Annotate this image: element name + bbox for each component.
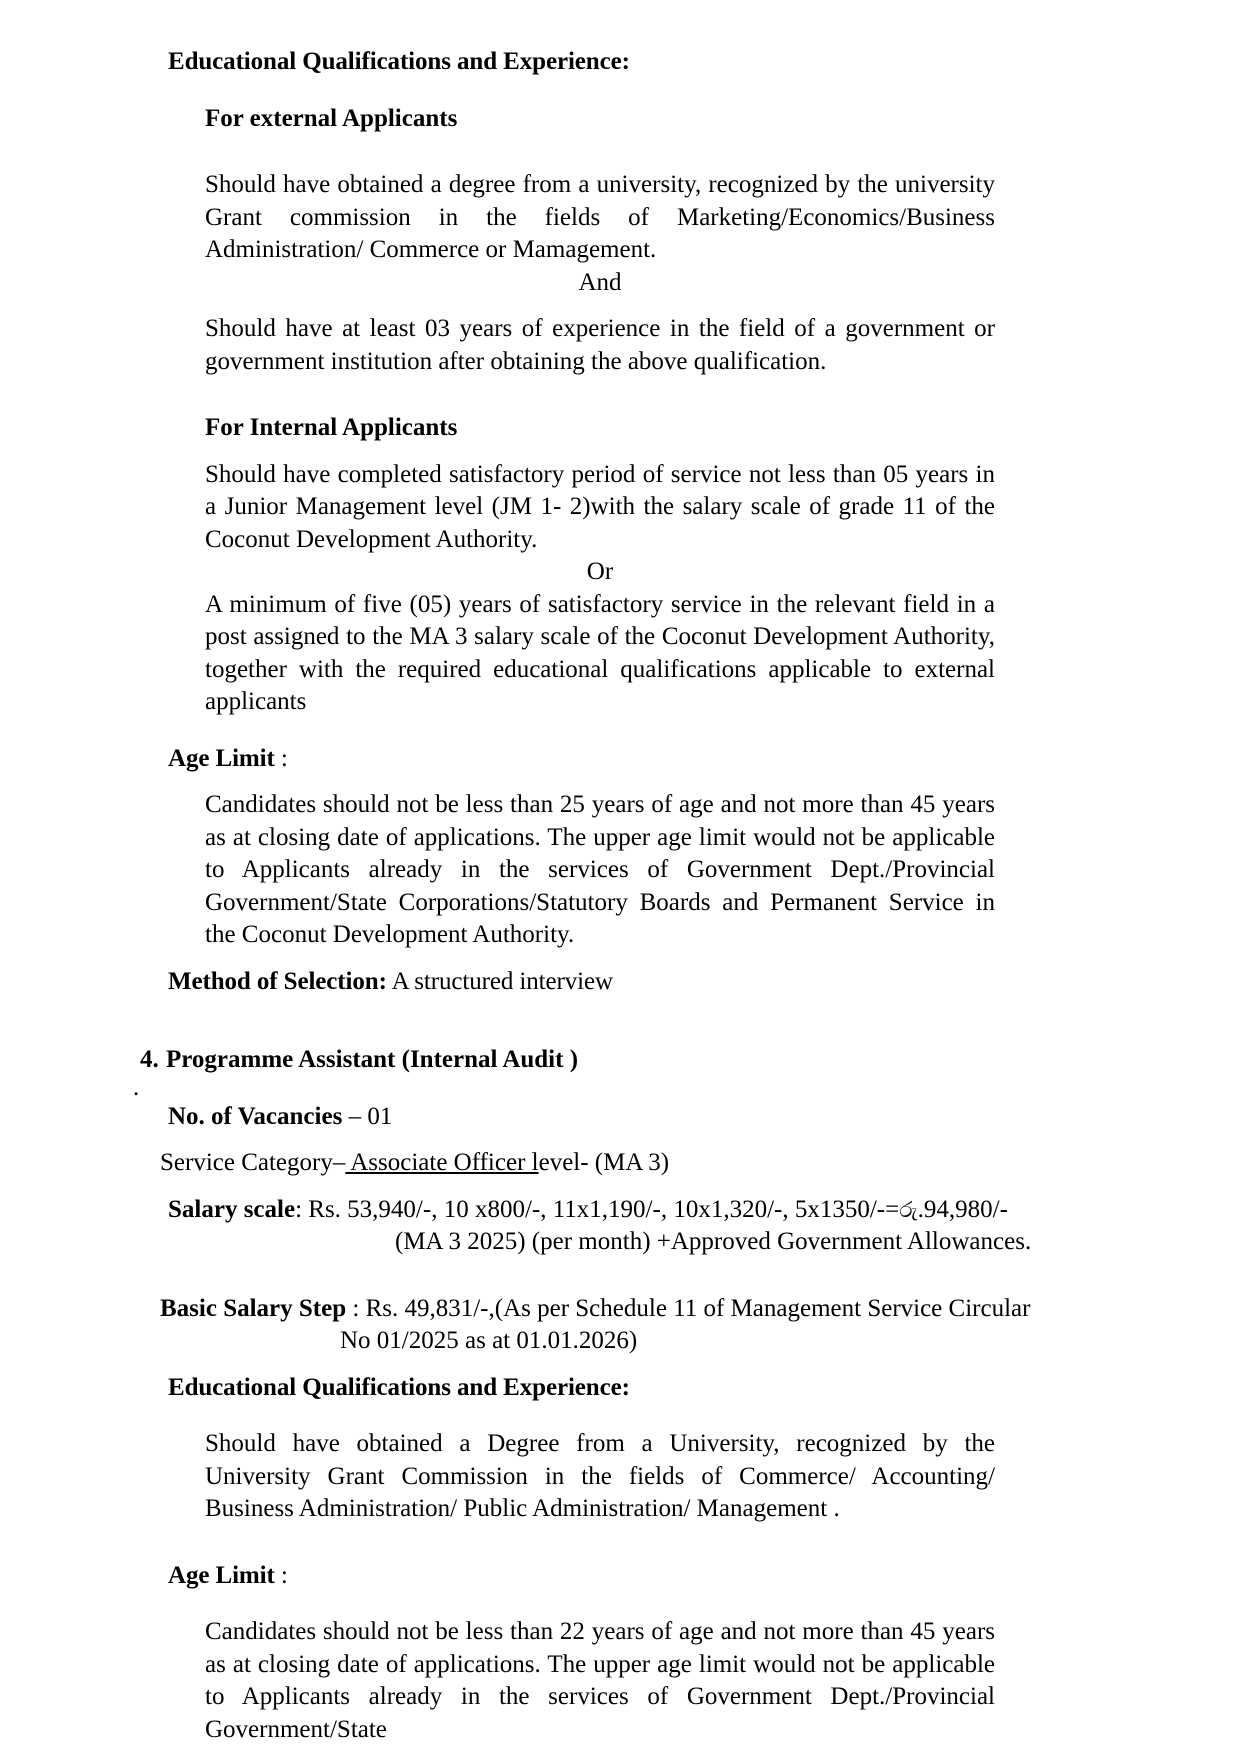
age-limit-colon-post4: : bbox=[274, 1561, 288, 1589]
spacer bbox=[0, 1358, 1241, 1372]
post-4-title: Programme Assistant (Internal Audit ) bbox=[166, 1046, 579, 1073]
service-category-label: Service Category– bbox=[160, 1149, 346, 1176]
post-4-basic-salary-line bbox=[160, 1293, 1040, 1326]
method-of-selection-value: A structured interview bbox=[386, 967, 613, 995]
spacer bbox=[0, 1180, 1241, 1194]
for-internal-applicants-heading: For Internal Applicants bbox=[205, 414, 458, 441]
stray-punctuation-mark: . bbox=[133, 1074, 140, 1101]
method-of-selection-label: Method of Selection: bbox=[168, 967, 387, 995]
vacancies-label: No. of Vacancies bbox=[168, 1102, 343, 1130]
post-4-vacancies-line bbox=[168, 1101, 1028, 1134]
top-spacer bbox=[0, 0, 1241, 46]
salary-scale-second-line: (MA 3 2025) (per month) +Approved Government Allowances. bbox=[395, 1228, 1032, 1255]
age-limit-colon-prev: : bbox=[274, 744, 288, 772]
post-4-service-category-line bbox=[160, 1147, 1040, 1180]
for-external-applicants-heading: For external Applicants bbox=[205, 104, 458, 132]
age-limit-label-prev: Age Limit bbox=[168, 744, 275, 772]
rupee-symbol-glyph: රු bbox=[899, 1197, 918, 1223]
spacer bbox=[0, 1074, 1241, 1101]
age-limit-heading-post4 bbox=[168, 1560, 1241, 1593]
vacancies-value: – 01 bbox=[342, 1102, 393, 1130]
spacer bbox=[0, 445, 1241, 459]
spacer bbox=[0, 1592, 1241, 1616]
salary-scale-value: : Rs. 53,940/-, 10 x800/-, 11x1,190/-, 10x1,320/-, 5x1350/-= bbox=[295, 1195, 900, 1223]
connector-and: And bbox=[578, 268, 622, 296]
internal-service-paragraph: Should have completed satisfactory period of service not less than 05 years in a Junior Management level (JM 1- 2)with the salary scale of grade 11 of the Coconut Development Authority. bbox=[205, 460, 995, 553]
spacer bbox=[0, 719, 1241, 743]
salary-scale-label: Salary scale bbox=[168, 1195, 296, 1223]
service-category-underlined-text: Associate Officer l bbox=[345, 1149, 539, 1176]
service-category-remainder: evel- (MA 3) bbox=[538, 1149, 670, 1176]
post-4-education-paragraph: Should have obtained a Degree from a University, recognized by the University Grant Commission in the fields of Commerce/ Accounting/ Business Administration/ Public Administration/ Management . bbox=[205, 1430, 995, 1522]
method-of-selection-line bbox=[168, 966, 1241, 999]
age-limit-label-post4: Age Limit bbox=[168, 1561, 275, 1589]
basic-salary-step-label: Basic Salary Step bbox=[160, 1294, 347, 1322]
post-4-heading bbox=[140, 1044, 1000, 1077]
connector-or: Or bbox=[586, 558, 614, 585]
spacer bbox=[0, 1526, 1241, 1560]
post-4-age-limit-paragraph: Candidates should not be less than 22 years of age and not more than 45 years as at closing date of applications. The upper age limit would not be applicable to Applicants already in the services of Government Dept./Provincial Government/State bbox=[205, 1618, 995, 1743]
age-limit-heading-prev bbox=[168, 743, 1241, 776]
basic-salary-step-value: : Rs. 49,831/-,(As per Schedule 11 of Management Service Circular bbox=[346, 1294, 1031, 1322]
educational-qualifications-heading-prev: Educational Qualifications and Experience: bbox=[168, 48, 630, 75]
post-4-number: 4. bbox=[140, 1046, 159, 1073]
basic-salary-second-line: No 01/2025 as at 01.01.2026) bbox=[340, 1327, 638, 1354]
spacer bbox=[0, 775, 1241, 789]
spacer bbox=[0, 135, 1241, 169]
spacer bbox=[0, 952, 1241, 966]
post-4-salary-scale-line bbox=[168, 1194, 1028, 1227]
spacer bbox=[0, 1133, 1241, 1147]
spacer bbox=[0, 1259, 1241, 1293]
external-experience-paragraph: Should have at least 03 years of experience in the field of a government or government institution after obtaining the above qualification. bbox=[205, 315, 995, 375]
spacer bbox=[0, 1404, 1241, 1428]
spacer bbox=[0, 299, 1241, 313]
spacer bbox=[0, 378, 1241, 412]
spacer bbox=[0, 79, 1241, 103]
internal-alternative-paragraph: A minimum of five (05) years of satisfactory service in the relevant field in a post assigned to the MA 3 salary scale of the Coconut Development Authority, together with the required educational qualifications applicable to external applicants bbox=[205, 590, 995, 715]
salary-scale-value-end: .94,980/- bbox=[917, 1195, 1008, 1223]
age-limit-paragraph-prev: Candidates should not be less than 25 years of age and not more than 45 years as at closing date of applications. The upper age limit would not be applicable to Applicants already in the services of Government Dept./Provincial Government/State Corporations/Statutory Boards and Permanent Service in the Coconut Development Authority. bbox=[205, 791, 995, 948]
spacer bbox=[0, 998, 1241, 1044]
educational-qualifications-heading-post4: Educational Qualifications and Experience: bbox=[168, 1373, 630, 1401]
external-qualification-paragraph: Should have obtained a degree from a university, recognized by the university Grant commission in the fields of Marketing/Economics/Business Administration/ Commerce or Mamagement. bbox=[205, 171, 995, 263]
